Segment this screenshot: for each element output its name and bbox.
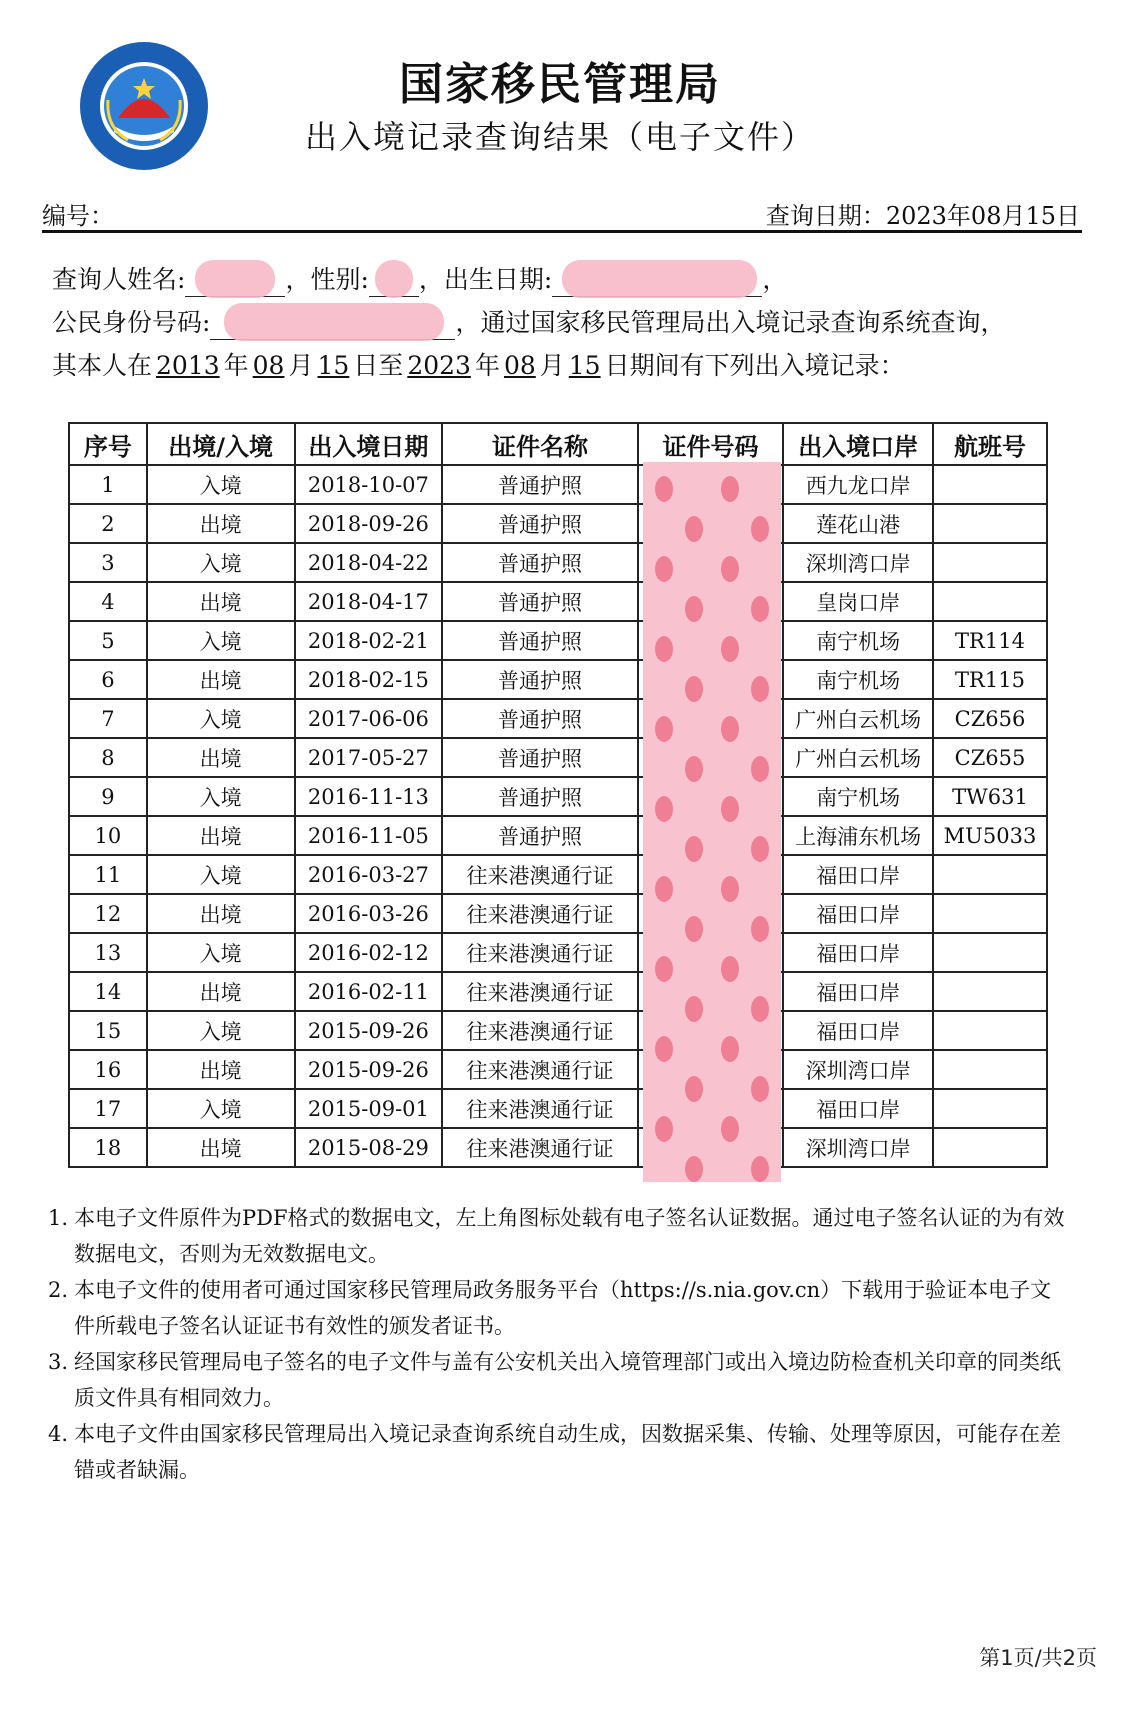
table-cell: 皇岗口岸 <box>783 582 933 621</box>
table-cell: TR114 <box>933 621 1047 660</box>
table-cell: 福田口岸 <box>783 855 933 894</box>
heart-sticker <box>685 516 703 542</box>
table-cell: 普通护照 <box>442 738 638 777</box>
heart-sticker <box>721 636 739 662</box>
table-cell: 2015-09-26 <box>295 1050 443 1089</box>
heart-sticker <box>751 756 769 782</box>
table-cell <box>933 1011 1047 1050</box>
table-cell: 11 <box>69 855 147 894</box>
year-char: 年 <box>223 351 249 380</box>
heart-sticker <box>721 716 739 742</box>
table-cell: 2018-10-07 <box>295 465 443 504</box>
table-cell: 2016-11-05 <box>295 816 443 855</box>
end-day: 15 <box>568 351 601 380</box>
table-row <box>69 1128 1047 1167</box>
heart-sticker <box>721 1116 739 1142</box>
name-label: 查询人姓名: <box>52 265 186 294</box>
table-cell: 2017-05-27 <box>295 738 443 777</box>
table-cell: TW631 <box>933 777 1047 816</box>
table-cell: 入境 <box>147 933 295 972</box>
heart-sticker <box>685 836 703 862</box>
table-row <box>69 972 1047 1011</box>
table-row <box>69 1089 1047 1128</box>
column-header: 出入境日期 <box>295 423 443 465</box>
table-cell: 深圳湾口岸 <box>783 543 933 582</box>
table-cell: 2015-09-01 <box>295 1089 443 1128</box>
table-cell <box>933 1128 1047 1167</box>
table-cell: 往来港澳通行证 <box>442 933 638 972</box>
table-cell <box>933 972 1047 1011</box>
end-year: 2023 <box>407 351 471 380</box>
table-cell: 南宁机场 <box>783 621 933 660</box>
table-cell: 2015-09-26 <box>295 1011 443 1050</box>
table-cell: 4 <box>69 582 147 621</box>
table-cell: 出境 <box>147 738 295 777</box>
gender-redacted <box>369 266 419 297</box>
table-cell: 普通护照 <box>442 660 638 699</box>
period-suffix: 日期间有下列出入境记录： <box>604 351 905 380</box>
table-cell: 普通护照 <box>442 543 638 582</box>
table-cell: 8 <box>69 738 147 777</box>
query-date-label: 查询日期： <box>765 202 886 230</box>
table-row <box>69 1050 1047 1089</box>
table-cell: 入境 <box>147 465 295 504</box>
period-line <box>52 344 1092 387</box>
column-header: 出入境口岸 <box>783 423 933 465</box>
table-cell: 普通护照 <box>442 504 638 543</box>
table-cell: 福田口岸 <box>783 972 933 1011</box>
day-to: 日至 <box>353 351 404 380</box>
meta-row <box>42 196 1080 232</box>
year-char-2: 年 <box>474 351 500 380</box>
heart-sticker <box>685 996 703 1022</box>
table-cell: 南宁机场 <box>783 777 933 816</box>
table-cell: 往来港澳通行证 <box>442 1011 638 1050</box>
heart-sticker <box>751 1156 769 1182</box>
table-cell: 普通护照 <box>442 777 638 816</box>
table-cell <box>933 933 1047 972</box>
heart-sticker <box>655 876 673 902</box>
table-cell: 2018-09-26 <box>295 504 443 543</box>
table-cell: 普通护照 <box>442 582 638 621</box>
table-cell: 入境 <box>147 543 295 582</box>
table-cell: 莲花山港 <box>783 504 933 543</box>
table-cell: 2018-02-15 <box>295 660 443 699</box>
table-cell <box>933 1089 1047 1128</box>
id-tail: ，通过国家移民管理局出入境记录查询系统查询， <box>455 308 1006 337</box>
heart-sticker <box>751 516 769 542</box>
birth-label: ，出生日期: <box>418 265 553 294</box>
heart-sticker <box>655 716 673 742</box>
records-table <box>68 422 1048 1168</box>
table-cell <box>933 582 1047 621</box>
table-cell: 福田口岸 <box>783 1011 933 1050</box>
heart-sticker <box>751 836 769 862</box>
heart-sticker <box>685 916 703 942</box>
table-cell: 2018-04-22 <box>295 543 443 582</box>
note-text: 经国家移民管理局电子签名的电子文件与盖有公安机关出入境管理部门或出入境边防检查机关印章的同类纸质文件具有相同效力。 <box>74 1350 1061 1410</box>
table-cell: 上海浦东机场 <box>783 816 933 855</box>
heart-sticker <box>721 556 739 582</box>
start-day: 15 <box>317 351 350 380</box>
table-cell: 南宁机场 <box>783 660 933 699</box>
table-cell: 2016-03-27 <box>295 855 443 894</box>
table-cell: 深圳湾口岸 <box>783 1050 933 1089</box>
month-char-2: 月 <box>539 351 565 380</box>
table-cell: 1 <box>69 465 147 504</box>
table-cell: 2 <box>69 504 147 543</box>
table-cell: 出境 <box>147 1050 295 1089</box>
table-cell <box>933 465 1047 504</box>
heart-sticker <box>685 676 703 702</box>
table-row <box>69 582 1047 621</box>
heart-sticker <box>685 596 703 622</box>
table-cell <box>933 855 1047 894</box>
table-row <box>69 465 1047 504</box>
table-cell: 往来港澳通行证 <box>442 894 638 933</box>
note-number: 4. <box>48 1422 69 1446</box>
table-cell: 2016-03-26 <box>295 894 443 933</box>
table-cell: 深圳湾口岸 <box>783 1128 933 1167</box>
china-immigration-emblem <box>78 40 210 172</box>
table-cell: 2018-04-17 <box>295 582 443 621</box>
column-header: 航班号 <box>933 423 1047 465</box>
table-cell: 普通护照 <box>442 621 638 660</box>
table-row <box>69 816 1047 855</box>
table-cell: 14 <box>69 972 147 1011</box>
table-row <box>69 933 1047 972</box>
table-cell: CZ656 <box>933 699 1047 738</box>
table-cell: 2016-02-11 <box>295 972 443 1011</box>
table-cell: MU5033 <box>933 816 1047 855</box>
table-cell: 入境 <box>147 777 295 816</box>
table-cell <box>933 543 1047 582</box>
table-cell: 往来港澳通行证 <box>442 1050 638 1089</box>
table-cell: 广州白云机场 <box>783 738 933 777</box>
heart-sticker <box>721 796 739 822</box>
table-row <box>69 621 1047 660</box>
column-header: 证件名称 <box>442 423 638 465</box>
heart-sticker <box>751 996 769 1022</box>
gender-label: ，性别: <box>285 265 369 294</box>
table-cell: 出境 <box>147 582 295 621</box>
start-year: 2013 <box>156 351 220 380</box>
document-number-redaction <box>643 462 781 1182</box>
table-cell: 西九龙口岸 <box>783 465 933 504</box>
table-cell: 入境 <box>147 1089 295 1128</box>
table-cell: 入境 <box>147 699 295 738</box>
table-cell: 7 <box>69 699 147 738</box>
heart-sticker <box>751 676 769 702</box>
id-line <box>52 301 1092 344</box>
heart-sticker <box>685 1076 703 1102</box>
table-cell: 入境 <box>147 1011 295 1050</box>
table-row <box>69 660 1047 699</box>
table-cell: 12 <box>69 894 147 933</box>
table-cell: 往来港澳通行证 <box>442 972 638 1011</box>
month-char: 月 <box>288 351 314 380</box>
note-item <box>48 1344 1068 1416</box>
heart-sticker <box>655 956 673 982</box>
heart-sticker <box>655 796 673 822</box>
start-month: 08 <box>252 351 285 380</box>
end-month: 08 <box>503 351 536 380</box>
heart-sticker <box>721 876 739 902</box>
note-number: 1. <box>48 1206 69 1230</box>
table-row <box>69 543 1047 582</box>
heart-sticker <box>751 596 769 622</box>
table-cell: 3 <box>69 543 147 582</box>
table-cell: 福田口岸 <box>783 894 933 933</box>
table-row <box>69 504 1047 543</box>
table-cell: 6 <box>69 660 147 699</box>
table-cell: 往来港澳通行证 <box>442 1089 638 1128</box>
table-cell: 18 <box>69 1128 147 1167</box>
table-cell: 出境 <box>147 972 295 1011</box>
id-redacted <box>210 309 455 340</box>
heart-sticker <box>655 1036 673 1062</box>
table-row <box>69 738 1047 777</box>
document-title: 国家移民管理局 <box>399 59 721 110</box>
heart-sticker <box>655 636 673 662</box>
table-cell: 2017-06-06 <box>295 699 443 738</box>
note-text: 本电子文件的使用者可通过国家移民管理局政务服务平台（https://s.nia.gov.cn）下载用于验证本电子文件所载电子签名认证证书有效性的颁发者证书。 <box>74 1278 1052 1338</box>
heart-sticker <box>751 916 769 942</box>
table-cell: 出境 <box>147 504 295 543</box>
serial-label: 编号： <box>42 202 114 230</box>
query-date <box>766 196 1080 231</box>
note-text: 本电子文件由国家移民管理局出入境记录查询系统自动生成，因数据采集、传输、处理等原因，可能存在差错或者缺漏。 <box>74 1422 1061 1482</box>
table-cell: 福田口岸 <box>783 933 933 972</box>
table-row <box>69 1011 1047 1050</box>
table-cell: 2015-08-29 <box>295 1128 443 1167</box>
table-cell: 17 <box>69 1089 147 1128</box>
table-cell: 普通护照 <box>442 465 638 504</box>
note-item <box>48 1416 1068 1488</box>
table-cell: 广州白云机场 <box>783 699 933 738</box>
table-cell: 15 <box>69 1011 147 1050</box>
header-divider <box>42 230 1082 233</box>
query-date-value: 2023年08月15日 <box>885 202 1080 230</box>
table-cell: 普通护照 <box>442 699 638 738</box>
table-cell: 16 <box>69 1050 147 1089</box>
heart-sticker <box>655 556 673 582</box>
table-cell: 2016-11-13 <box>295 777 443 816</box>
table-cell: 出境 <box>147 894 295 933</box>
heart-sticker <box>685 1156 703 1182</box>
heart-sticker <box>721 1036 739 1062</box>
table-header-row <box>69 423 1047 465</box>
document-subtitle: 出入境记录查询结果（电子文件） <box>304 118 815 156</box>
note-item <box>48 1272 1068 1344</box>
table-cell <box>933 504 1047 543</box>
table-cell: 出境 <box>147 660 295 699</box>
table-cell: 出境 <box>147 1128 295 1167</box>
table-row <box>69 894 1047 933</box>
name-redacted <box>185 266 285 297</box>
heart-sticker <box>721 956 739 982</box>
table-cell: 入境 <box>147 621 295 660</box>
table-cell: 出境 <box>147 816 295 855</box>
heart-sticker <box>655 476 673 502</box>
notes-section <box>48 1200 1068 1488</box>
table-cell: 往来港澳通行证 <box>442 1128 638 1167</box>
table-cell: 2016-02-12 <box>295 933 443 972</box>
heart-sticker <box>655 1116 673 1142</box>
note-text: 本电子文件原件为PDF格式的数据电文，左上角图标处载有电子签名认证数据。通过电子签名认证的为有效数据电文，否则为无效数据电文。 <box>74 1206 1065 1266</box>
table-cell: CZ655 <box>933 738 1047 777</box>
table-cell <box>933 894 1047 933</box>
heart-sticker <box>751 1076 769 1102</box>
table-cell: 13 <box>69 933 147 972</box>
table-row <box>69 777 1047 816</box>
birth-redacted <box>552 266 762 297</box>
table-row <box>69 699 1047 738</box>
page-indicator: 第1页/共2页 <box>979 1646 1097 1670</box>
column-header: 序号 <box>69 423 147 465</box>
table-cell: TR115 <box>933 660 1047 699</box>
note-item <box>48 1200 1068 1272</box>
period-prefix: 其本人在 <box>52 351 153 380</box>
table-cell: 往来港澳通行证 <box>442 855 638 894</box>
table-cell <box>933 1050 1047 1089</box>
table-cell: 福田口岸 <box>783 1089 933 1128</box>
table-cell: 10 <box>69 816 147 855</box>
applicant-line <box>52 258 1092 301</box>
table-cell: 入境 <box>147 855 295 894</box>
note-number: 3. <box>48 1350 69 1374</box>
table-cell: 普通护照 <box>442 816 638 855</box>
heart-sticker <box>685 756 703 782</box>
table-cell: 5 <box>69 621 147 660</box>
id-label: 公民身份号码: <box>52 308 211 337</box>
table-cell: 2018-02-21 <box>295 621 443 660</box>
table-body <box>69 465 1047 1167</box>
heart-sticker <box>721 476 739 502</box>
table-cell: 9 <box>69 777 147 816</box>
column-header: 出境/入境 <box>147 423 295 465</box>
birth-tail: ， <box>762 265 788 294</box>
column-header: 证件号码 <box>638 423 784 465</box>
note-number: 2. <box>48 1278 69 1302</box>
table-row <box>69 855 1047 894</box>
